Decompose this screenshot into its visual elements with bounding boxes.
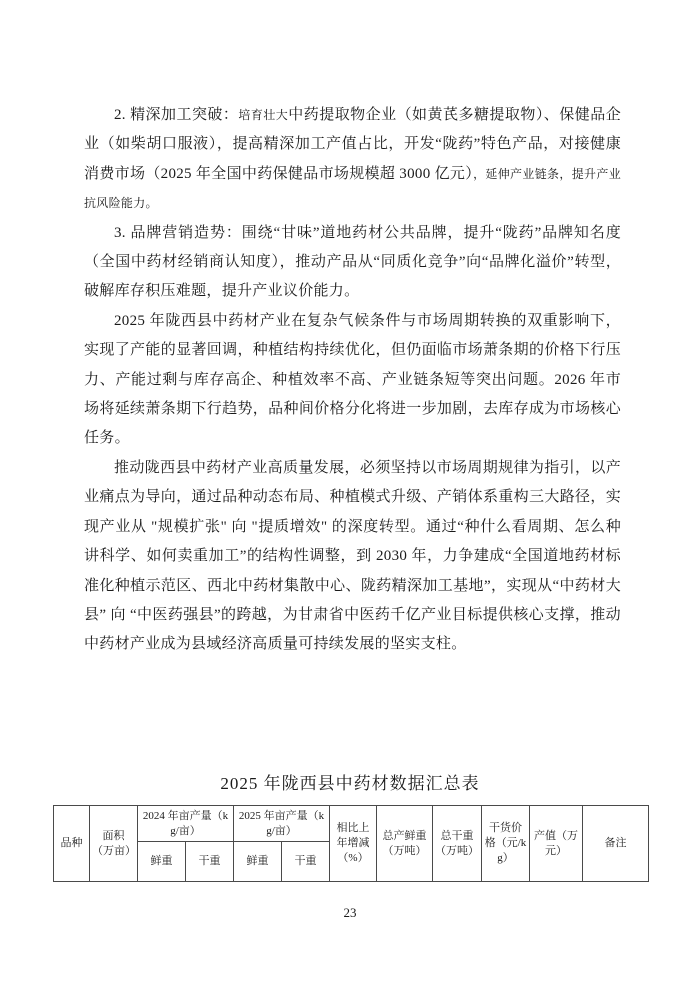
paragraph-2025-review	[84, 307, 621, 454]
paragraph-brand-marketing	[84, 219, 621, 307]
paragraph-body-text: 推动陇西县中药材产业高质量发展，必须坚持以市场周期规律为指引，以产业痛点为导向，通过品种动态布局、种植模式升级、产销体系重构三大路径，实现产业从 "规模扩张" 向 "提质增效" 的深度转型。通过“种什么看周期、怎么种讲科学、如何卖重加工”的结构性调整，到 2030 年，力争建成“全国道地药材标准化种植示范区、西北中药材集散中心、陇药精深加工基地”，实现从“中药材大县” 向 “中医药强县”的跨越，为甘肃省中医药千亿产业目标提供核心支撑，推动中药材产业成为县域经济高质量可持续发展的坚实支柱。	[84, 459, 621, 653]
column-header-yield-2024: 2024 年亩产量（kg/亩）	[138, 806, 234, 842]
paragraph-body-text: 2025 年陇西县中药材产业在复杂气候条件与市场周期转换的双重影响下，实现了产能的显著回调，种植结构持续优化，但仍面临市场萧条期的价格下行压力、产能过剩与库存高企、种植效率不高、产业链条短等突出问题。2026 年市场将延续萧条期下行趋势，品种间价格分化将进一步加剧，去库存成为市场核心任务。	[84, 312, 621, 447]
body-text	[84, 101, 621, 660]
paragraph-lead: 2. 精深加工突破：	[114, 107, 239, 123]
column-header-area: 面积（万亩）	[90, 806, 138, 882]
subheader-dry-weight-2024: 干重	[186, 842, 234, 882]
subheader-fresh-weight-2025: 鲜重	[234, 842, 282, 882]
paragraph-lead: 3. 品牌营销造势：	[114, 224, 242, 241]
column-header-variety: 品种	[54, 806, 90, 882]
paragraph-body-text: 中药提取物企业（如黄芪多糖提取物）、保健品企业（如柴胡口服液），提高精深加工产值占比，开发“陇药”特色产品，对接健康消费市场（2025 年全国中药保健品市场规模超 3000 亿元）	[84, 107, 621, 182]
summary-table	[53, 805, 649, 882]
subheader-dry-weight-2025: 干重	[282, 842, 330, 882]
subheader-fresh-weight-2024: 鲜重	[138, 842, 186, 882]
paragraph-small-text: 培育壮大	[238, 108, 289, 122]
page-number: 23	[343, 905, 357, 920]
paragraph-small-text: ，延伸产业链条，提升产业抗风险能力。	[84, 166, 621, 211]
paragraph-body-text: 围绕“甘味”道地药材公共品牌，提升“陇药”品牌知名度（全国中药材经销商认知度），推动产品从“同质化竞争”向“品牌化溢价”转型，破解库存积压难题，提升产业议价能力。	[84, 224, 621, 300]
column-header-output-value: 产值（万元）	[530, 806, 583, 882]
column-header-dry-price: 干货价格（元/kg）	[482, 806, 530, 882]
paragraph-deep-processing	[84, 101, 621, 219]
column-header-total-dry: 总干重（万吨）	[433, 806, 482, 882]
column-header-yoy-change: 相比上年增减（%）	[330, 806, 377, 882]
summary-table-title: 2025 年陇西县中药材数据汇总表	[220, 774, 480, 793]
column-header-total-fresh: 总产鲜重（万吨）	[377, 806, 433, 882]
column-header-yield-2025: 2025 年亩产量（kg/亩）	[234, 806, 330, 842]
paragraph-development-plan	[84, 454, 621, 660]
column-header-note: 备注	[583, 806, 649, 882]
